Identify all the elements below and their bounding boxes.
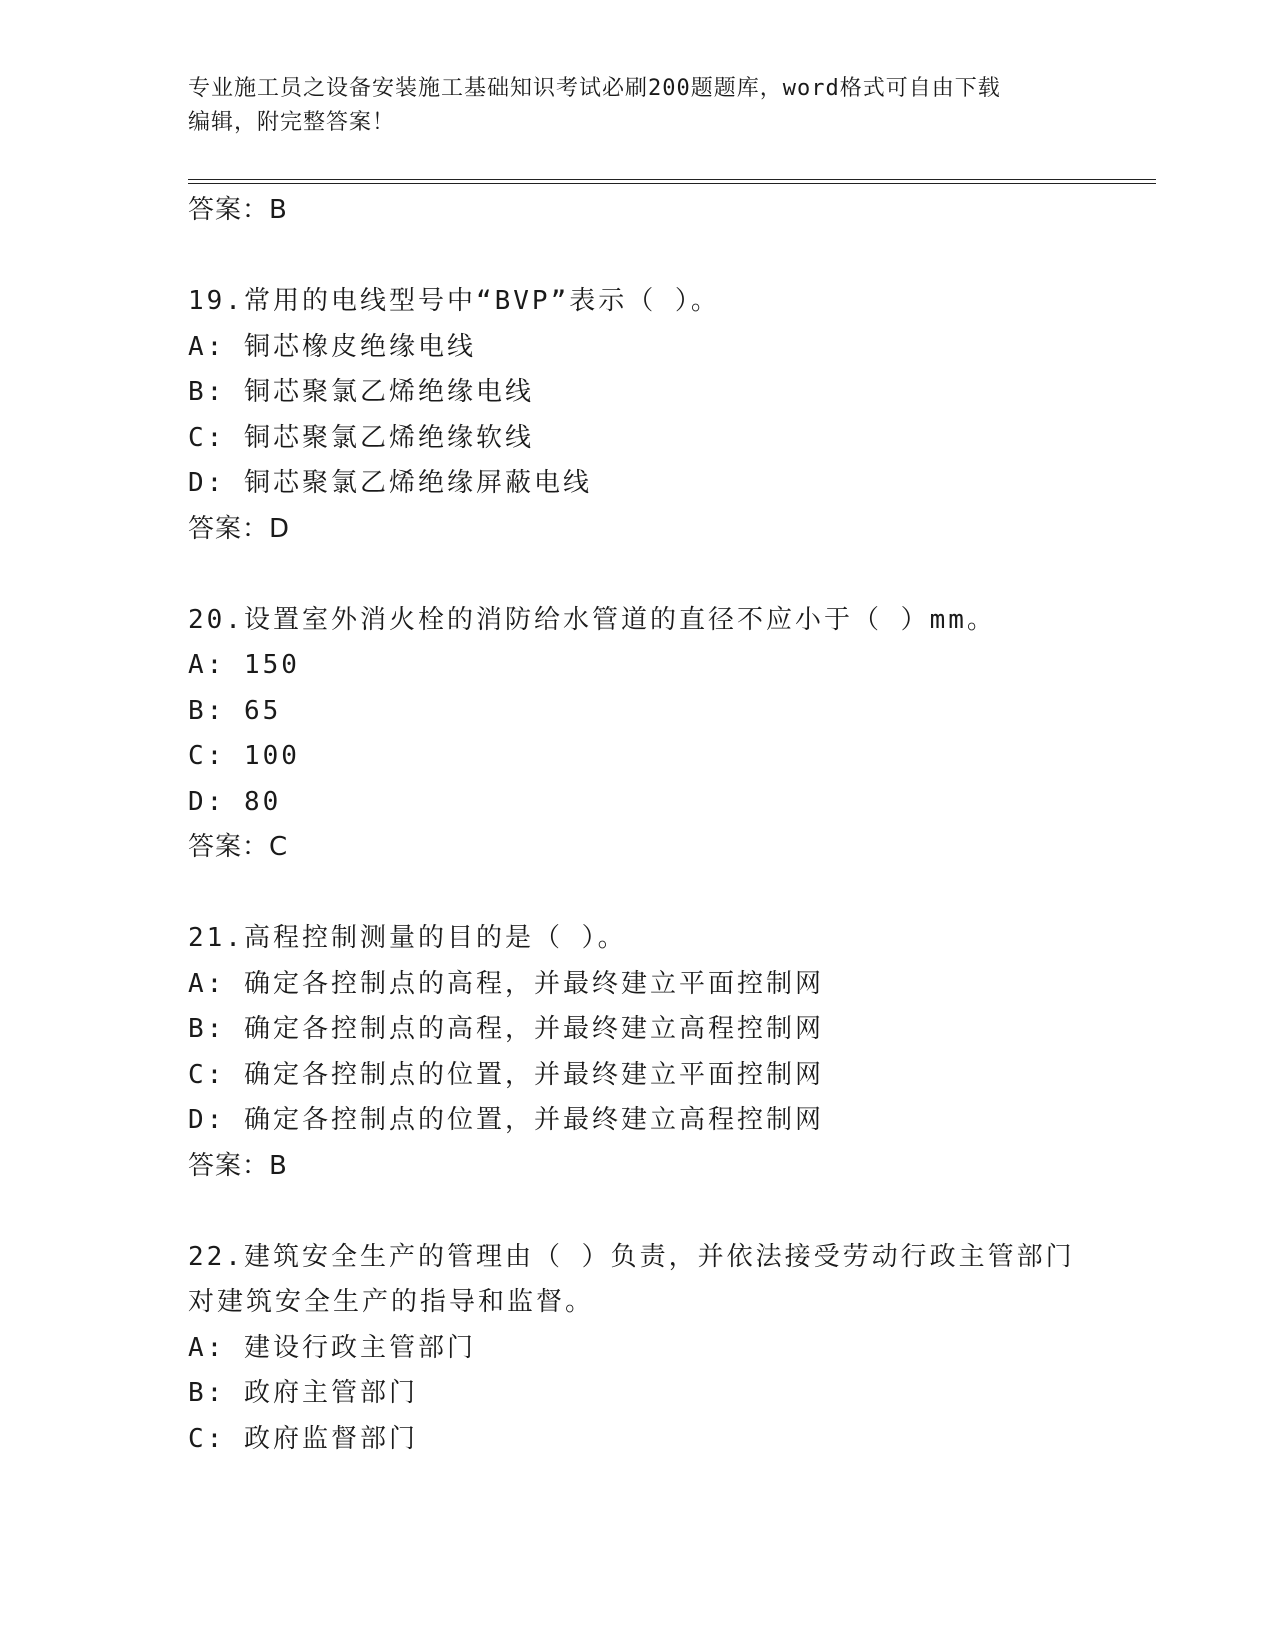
question-stem: 20.设置室外消火栓的消防给水管道的直径不应小于（ ）mm。 [188,604,996,635]
header-divider-bottom [188,183,1156,184]
option-c: C: 政府监督部门 [188,1423,418,1454]
spacer [188,234,1088,280]
question-stem-line-1: 22.建筑安全生产的管理由（ ）负责，并依法接受劳动行政主管部门 [188,1241,1075,1272]
spacer [188,871,1088,917]
option-c: C: 铜芯聚氯乙烯绝缘软线 [188,422,534,453]
question-21 [188,916,1088,1189]
option-d: D: 确定各控制点的位置，并最终建立高程控制网 [188,1105,824,1135]
option-b: B: 65 [188,695,282,726]
answer: 答案：D [188,513,291,544]
question-20 [188,598,1088,871]
header-divider-top [188,179,1156,180]
option-b: B: 铜芯聚氯乙烯绝缘电线 [188,377,534,407]
answer: 答案：C [188,832,289,862]
spacer [188,1189,1088,1235]
question-stem-line-2: 对建筑安全生产的指导和监督。 [188,1287,595,1317]
question-22 [188,1235,1088,1463]
spacer [188,552,1088,598]
option-b: B: 确定各控制点的高程，并最终建立高程控制网 [188,1014,824,1044]
question-stem: 19.常用的电线型号中“BVP”表示（ ）。 [188,286,720,316]
option-a: A: 铜芯橡皮绝缘电线 [188,331,476,362]
header-line-2: 编辑，附完整答案！ [188,110,396,135]
header-line-1: 专业施工员之设备安装施工基础知识考试必刷200题题库，word格式可自由下载 [188,76,1001,101]
option-d: D: 铜芯聚氯乙烯绝缘屏蔽电线 [188,468,592,498]
option-c: C: 确定各控制点的位置，并最终建立平面控制网 [188,1059,824,1090]
question-stem: 21.高程控制测量的目的是（ ）。 [188,923,627,953]
option-a: A: 150 [188,650,300,680]
answer: 答案：B [188,1150,288,1181]
option-d: D: 80 [188,786,282,817]
option-a: A: 确定各控制点的高程，并最终建立平面控制网 [188,968,824,999]
answer-prev: 答案：B [188,195,288,225]
option-b: B: 政府主管部门 [188,1378,418,1408]
question-19 [188,279,1088,552]
option-c: C: 100 [188,741,300,771]
option-a: A: 建设行政主管部门 [188,1332,476,1363]
document-header [188,72,1068,140]
question-list [188,188,1088,1462]
